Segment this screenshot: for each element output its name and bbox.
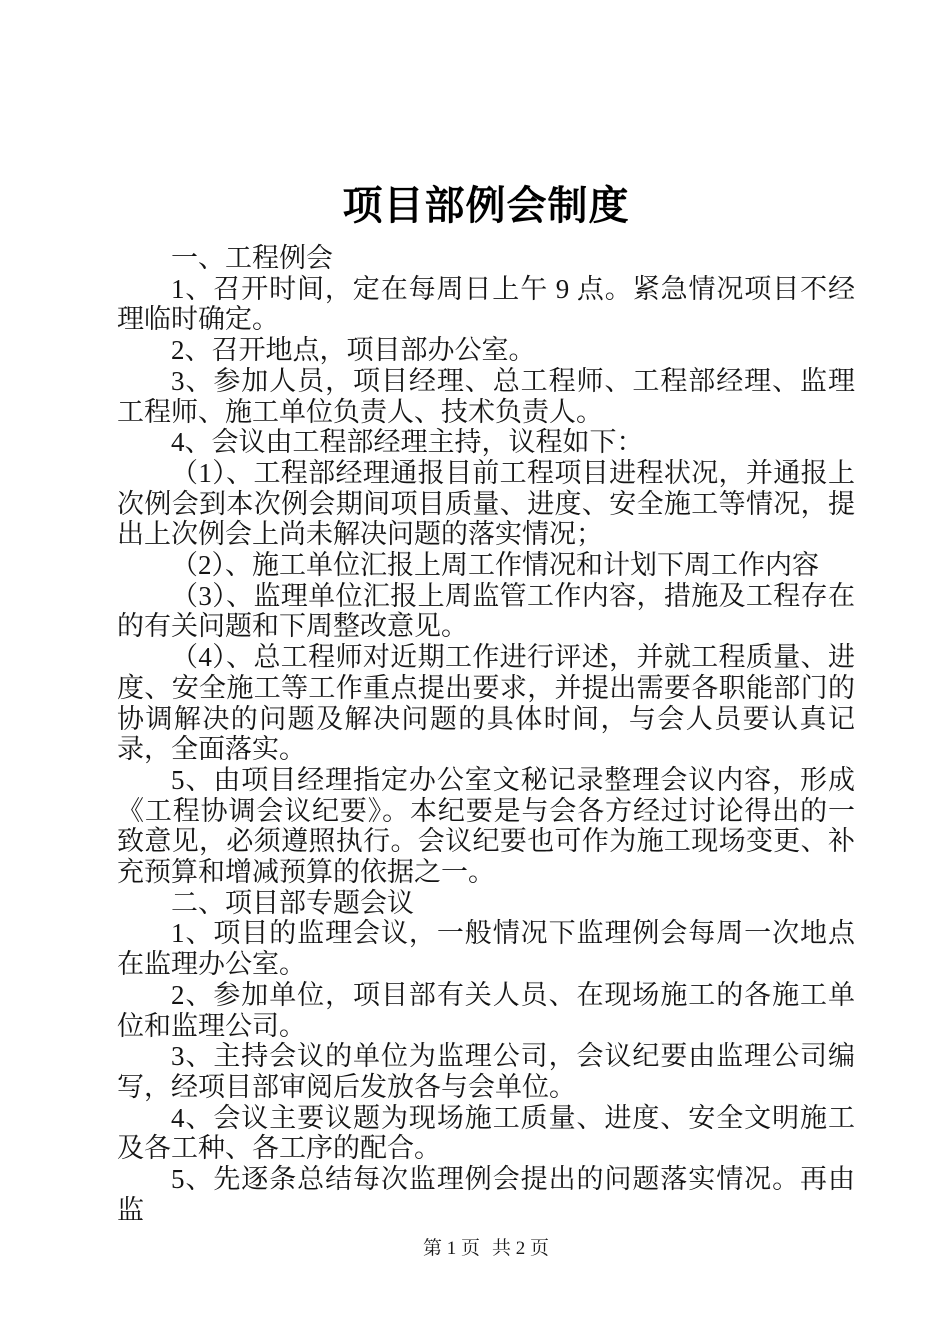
paragraph: 1、项目的监理会议，一般情况下监理例会每周一次地点在监理办公室。 — [117, 918, 855, 980]
paragraph: 2、召开地点，项目部办公室。 — [171, 335, 536, 366]
paragraph: 2、参加单位，项目部有关人员、在现场施工的各施工单位和监理公司。 — [117, 979, 855, 1041]
paragraph: 3、参加人员，项目经理、总工程师、工程部经理、监理工程师、施工单位负责人、技术负责人。 — [117, 365, 855, 427]
section-heading: 二、项目部专题会议 — [171, 887, 414, 918]
page-number-label: 第 1 页 — [422, 1238, 480, 1259]
paragraph: 4、会议由工程部经理主持，议程如下： — [171, 427, 644, 458]
paragraph: 5、先逐条总结每次监理例会提出的问题落实情况。再由监 — [117, 1164, 855, 1225]
paragraph: 4、会议主要议题为现场施工质量、进度、安全文明施工及各工种、各工序的配合。 — [117, 1102, 855, 1164]
page-title: 项目部例会制度 — [342, 184, 630, 228]
paragraph: 3、主持会议的单位为监理公司，会议纪要由监理公司编写，经项目部审阅后发放各与会单位。 — [117, 1041, 855, 1102]
paragraph: （1）、工程部经理通报目前工程项目进程状况，并通报上次例会到本次例会期间项目质量、进度、安全施工等情况，提出上次例会上尚未解决问题的落实情况； — [117, 457, 855, 550]
paragraph: （4）、总工程师对近期工作进行评述，并就工程质量、进度、安全施工等工作重点提出要求，并提出需要各职能部门的协调解决的问题及解决问题的具体时间，与会人员要认真记录，全面落实。 — [117, 642, 855, 765]
page-footer — [117, 1237, 855, 1261]
page-total-label: 共 2 页 — [492, 1238, 550, 1259]
paragraph: 5、由项目经理指定办公室文秘记录整理会议内容，形成《工程协调会议纪要》。本纪要是与会各方经过讨论得出的一致意见，必须遵照执行。会议纪要也可作为施工现场变更、补充预算和增减预算的依据之一。 — [117, 764, 855, 888]
paragraph: （2）、施工单位汇报上周工作情况和计划下周工作内容 — [171, 550, 819, 581]
paragraph: （3）、监理单位汇报上周监管工作内容，措施及工程存在的有关问题和下周整改意见。 — [117, 580, 855, 642]
section-heading: 一、工程例会 — [171, 243, 333, 273]
paragraph: 1、召开时间，定在每周日上午 9 点。紧急情况项目不经理临时确定。 — [117, 273, 855, 335]
document-content — [117, 183, 855, 1226]
